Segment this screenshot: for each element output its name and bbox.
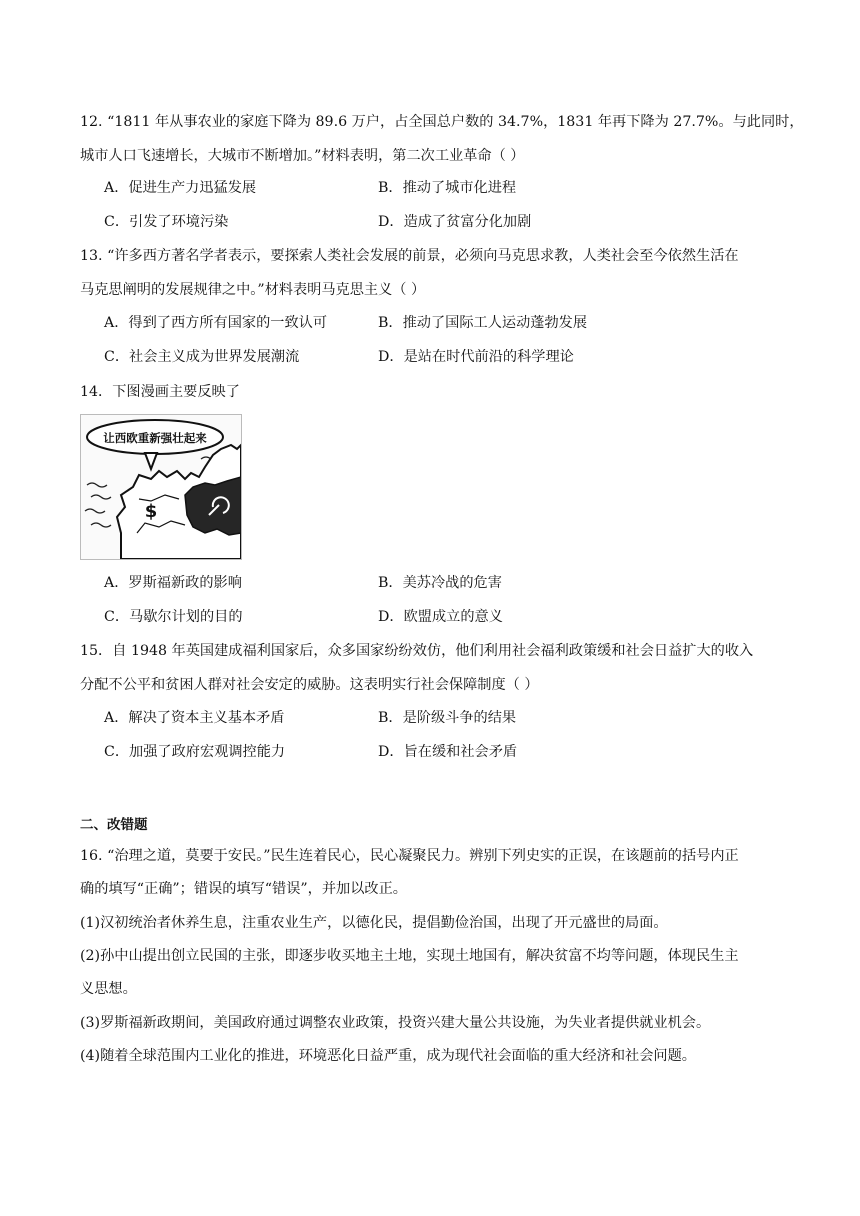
q13-stem-line1: 13. “许多西方著名学者表示，要探索人类社会发展的前景，必须向马克思求教，人类社会至今依然生活在 <box>80 248 739 264</box>
q12-option-d: D．造成了贫富分化加剧 <box>378 214 532 230</box>
q15-option-a: A．解决了资本主义基本矛盾 <box>104 710 285 726</box>
q15-option-c: C．加强了政府宏观调控能力 <box>104 744 286 760</box>
q14-option-a: A．罗斯福新政的影响 <box>104 575 242 591</box>
q15-option-b: B．是阶级斗争的结果 <box>378 710 517 726</box>
q12-option-b: B．推动了城市化进程 <box>378 180 517 196</box>
svg-text:$: $ <box>144 501 158 522</box>
q15-option-d: D．旨在缓和社会矛盾 <box>378 744 518 760</box>
q16-item-4: (4)随着全球范围内工业化的推进，环境恶化日益严重，成为现代社会面临的重大经济和社会问题。 <box>80 1048 696 1064</box>
q12-stem-line1: 12. “1811 年从事农业的家庭下降为 89.6 万户，占全国总户数的 34.7%，1831 年再下降为 27.7%。与此同时， <box>80 114 804 130</box>
q13-stem-line2: 马克思阐明的发展规律之中。”材料表明马克思主义（ ） <box>80 282 426 298</box>
q13-option-d: D．是站在时代前沿的科学理论 <box>378 349 574 365</box>
cartoon-caption: 让西欧重新强壮起来 <box>103 431 207 445</box>
q15-stem-line1: 15．自 1948 年英国建成福利国家后，众多国家纷纷效仿，他们利用社会福利政策缓和社会日益扩大的收入 <box>80 643 754 659</box>
q14-option-d: D．欧盟成立的意义 <box>378 609 503 625</box>
q14-stem: 14．下图漫画主要反映了 <box>80 384 240 400</box>
q16-intro-line2: 确的填写“正确”；错误的填写“错误”，并加以改正。 <box>80 881 407 897</box>
q13-option-b: B．推动了国际工人运动蓬勃发展 <box>378 315 588 331</box>
q12-option-a: A．促进生产力迅猛发展 <box>104 180 257 196</box>
q16-item-2-line1: (2)孙中山提出创立民国的主张，即逐步收买地主土地，实现土地国有，解决贫富不均等问题，体现民生主 <box>80 948 739 964</box>
section-heading: 二、改错题 <box>80 817 148 833</box>
q15-stem-line2: 分配不公平和贫困人群对社会安定的威胁。这表明实行社会保障制度（ ） <box>80 677 539 693</box>
cartoon-drawing <box>81 415 241 559</box>
cartoon-image <box>80 414 242 560</box>
q14-option-c: C．马歇尔计划的目的 <box>104 609 243 625</box>
q16-item-2-line2: 义思想。 <box>80 981 137 997</box>
q12-option-c: C．引发了环境污染 <box>104 214 229 230</box>
q16-item-3: (3)罗斯福新政期间，美国政府通过调整农业政策，投资兴建大量公共设施，为失业者提供就业机会。 <box>80 1015 711 1031</box>
q16-item-1: (1)汉初统治者休养生息，注重农业生产，以德化民，提倡勤俭治国，出现了开元盛世的局面。 <box>80 915 668 931</box>
q12-stem-line2: 城市人口飞速增长，大城市不断增加。”材料表明，第二次工业革命（ ） <box>80 148 525 164</box>
q16-intro-line1: 16. “治理之道，莫要于安民。”民生连着民心，民心凝聚民力。辨别下列史实的正误，在该题前的括号内正 <box>80 848 739 864</box>
q13-option-c: C．社会主义成为世界发展潮流 <box>104 349 300 365</box>
q13-option-a: A．得到了西方所有国家的一致认可 <box>104 315 328 331</box>
q14-option-b: B．美苏冷战的危害 <box>378 575 502 591</box>
